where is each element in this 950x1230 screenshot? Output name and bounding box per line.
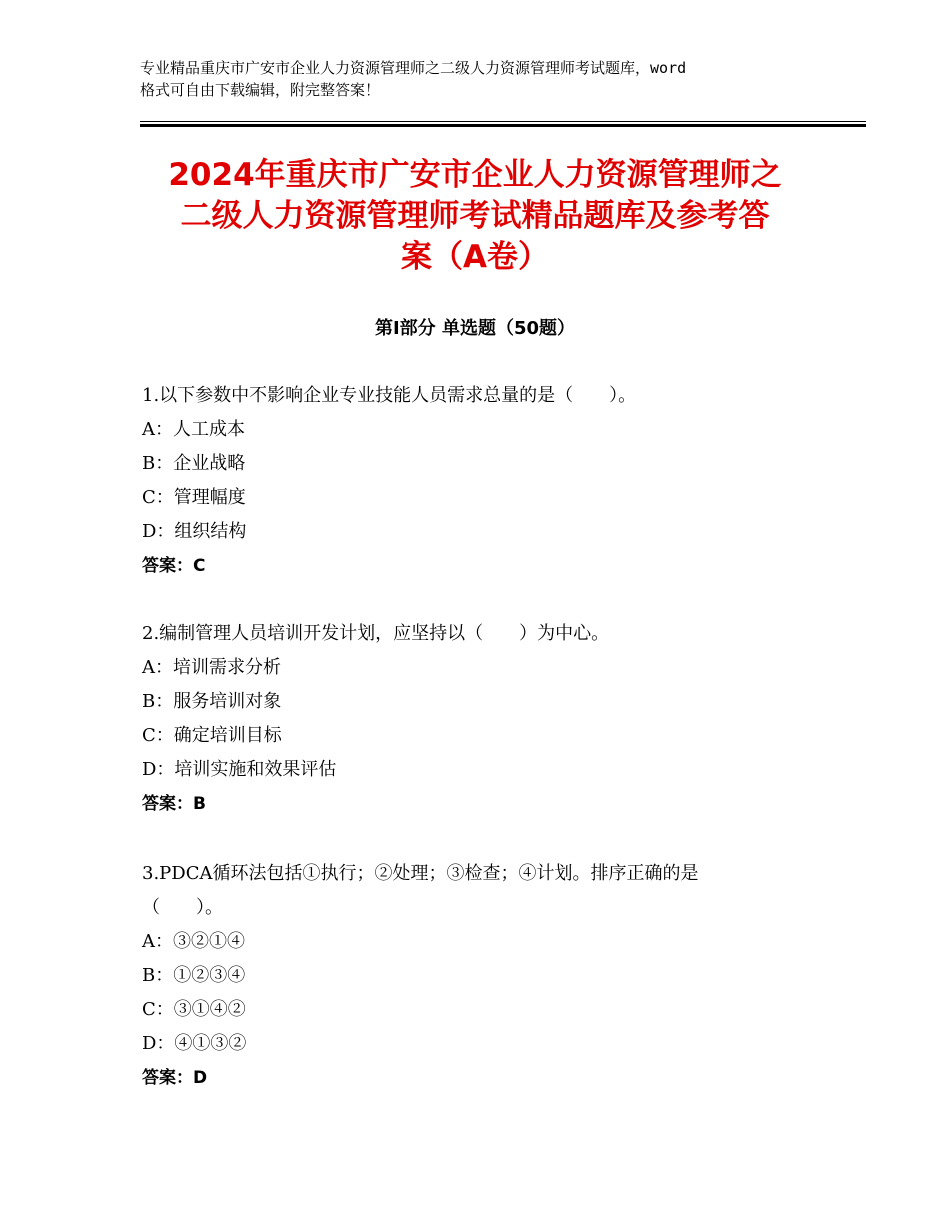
answer: 答案：D [142, 1068, 208, 1088]
option-c: C：管理幅度 [142, 487, 246, 508]
header-divider [140, 121, 866, 122]
header-divider-thick [140, 124, 866, 127]
option-d: D：培训实施和效果评估 [142, 759, 337, 780]
question-stem-continued: （ ）。 [142, 897, 223, 918]
option-b: B：企业战略 [142, 453, 246, 474]
header-note-line: 格式可自由下载编辑，附完整答案！ [140, 81, 381, 99]
title-line: 二级人力资源管理师考试精品题库及参考答 [180, 198, 770, 234]
option-a: A：培训需求分析 [142, 657, 281, 678]
header-note [140, 57, 830, 101]
question-2 [142, 617, 822, 821]
answer: 答案：B [142, 794, 206, 814]
option-b: B：服务培训对象 [142, 691, 282, 712]
option-b: B：①②③④ [142, 965, 246, 986]
title-line: 2024年重庆市广安市企业人力资源管理师之 [168, 157, 782, 193]
title-line: 案（A卷） [401, 239, 549, 275]
question-stem: 1.以下参数中不影响企业专业技能人员需求总量的是（ ）。 [142, 385, 637, 406]
option-a: A：人工成本 [142, 419, 245, 440]
document-title [135, 155, 815, 278]
answer: 答案：C [142, 556, 206, 576]
option-d: D：④①③② [142, 1033, 247, 1054]
section-title: 第Ⅰ部分 单选题（50题） [374, 318, 575, 339]
question-3 [142, 857, 822, 1095]
option-d: D：组织结构 [142, 521, 247, 542]
question-1 [142, 379, 822, 583]
option-c: C：确定培训目标 [142, 725, 282, 746]
option-c: C：③①④② [142, 999, 246, 1020]
option-a: A：③②①④ [142, 931, 245, 952]
header-note-line: 专业精品重庆市广安市企业人力资源管理师之二级人力资源管理师考试题库，word [140, 59, 687, 77]
question-stem: 3.PDCA循环法包括①执行；②处理；③检查；④计划。排序正确的是 [142, 863, 699, 884]
question-stem: 2.编制管理人员培训开发计划，应坚持以（ ）为中心。 [142, 623, 610, 644]
